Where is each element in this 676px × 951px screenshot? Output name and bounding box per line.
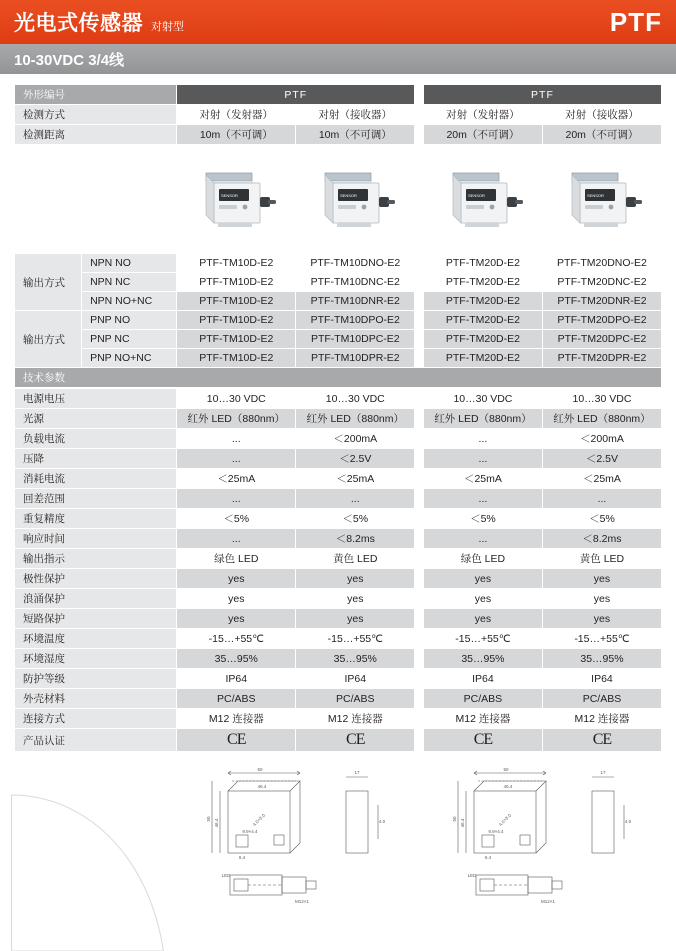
- svg-text:LED: LED: [467, 873, 477, 878]
- table-row: [15, 549, 662, 569]
- svg-text:6.4: 6.4: [238, 855, 245, 860]
- svg-text:46.4: 46.4: [213, 818, 219, 828]
- table-row: [15, 409, 662, 429]
- tech-cell: M12 连接器: [423, 709, 542, 729]
- spec-table: [14, 84, 662, 388]
- column-gap: [415, 292, 424, 311]
- cell-detect-distance-2: 10m（不可调）: [296, 125, 415, 145]
- row-label-output-npn: 输出方式: [15, 254, 82, 311]
- tech-cell: PC/ABS: [542, 689, 661, 709]
- table-row: [15, 254, 662, 273]
- tech-cell: yes: [177, 569, 296, 589]
- tech-cell: ...: [423, 449, 542, 469]
- svg-text:SENSOR: SENSOR: [221, 193, 239, 198]
- table-row: [15, 669, 662, 689]
- tech-row-label: 短路保护: [15, 609, 177, 629]
- ce-mark-icon: CE: [473, 731, 493, 748]
- tech-cell: 35…95%: [296, 649, 415, 669]
- tech-cell: ...: [177, 429, 296, 449]
- cell-detect-distance-3: 20m（不可调）: [423, 125, 542, 145]
- svg-text:46.4: 46.4: [257, 784, 266, 789]
- tech-cell: yes: [542, 589, 661, 609]
- tech-row-label: 连接方式: [15, 709, 177, 729]
- cell-pnp-nonc-2: PTF-TM10DPR-E2: [296, 349, 415, 368]
- column-gap: [415, 589, 424, 609]
- output-type-npn-nc: NPN NC: [82, 273, 177, 292]
- tech-cell: 黄色 LED: [296, 549, 415, 569]
- dimension-drawing-1: [176, 753, 414, 916]
- cell-npn-nc-1: PTF-TM10D-E2: [177, 273, 296, 292]
- tech-cell: ＜200mA: [296, 429, 415, 449]
- tech-cell: 10…30 VDC: [296, 389, 415, 409]
- sensor-illustration: [554, 151, 650, 247]
- tech-cell: [423, 729, 542, 752]
- page-header: [0, 0, 676, 44]
- tech-cell: 35…95%: [177, 649, 296, 669]
- row-label-detect-mode: 检测方式: [15, 105, 177, 125]
- tech-cell: 10…30 VDC: [542, 389, 661, 409]
- table-row: [15, 709, 662, 729]
- cell-pnp-nc-1: PTF-TM10D-E2: [177, 330, 296, 349]
- dimension-drawing-svg: [432, 755, 652, 911]
- table-row: [15, 449, 662, 469]
- tech-row-label: 外壳材料: [15, 689, 177, 709]
- output-type-pnp-no: PNP NO: [82, 311, 177, 330]
- tech-cell: ＜5%: [177, 509, 296, 529]
- tech-cell: ...: [423, 529, 542, 549]
- table-row: [15, 469, 662, 489]
- tech-row-label: 响应时间: [15, 529, 177, 549]
- tech-cell: 10…30 VDC: [423, 389, 542, 409]
- tech-cell: ＜25mA: [542, 469, 661, 489]
- column-gap: [415, 469, 424, 489]
- tech-cell: M12 连接器: [542, 709, 661, 729]
- sensor-illustration: [188, 151, 284, 247]
- column-gap: [415, 409, 424, 429]
- tech-row-label: 产品认证: [15, 729, 177, 752]
- tech-cell: IP64: [296, 669, 415, 689]
- cell-npn-no-1: PTF-TM10D-E2: [177, 254, 296, 273]
- svg-text:SENSOR: SENSOR: [340, 193, 358, 198]
- svg-text:M12×1: M12×1: [294, 899, 309, 904]
- svg-text:50: 50: [452, 816, 458, 822]
- column-gap: [415, 429, 424, 449]
- tech-cell: yes: [296, 569, 415, 589]
- tech-cell: 35…95%: [423, 649, 542, 669]
- product-image-row: [15, 145, 662, 254]
- tech-cell: IP64: [542, 669, 661, 689]
- ce-mark-icon: CE: [346, 731, 365, 748]
- cell-detect-distance-4: 20m（不可调）: [542, 125, 661, 145]
- table-row: [14, 753, 662, 916]
- tech-cell: -15…+55℃: [542, 629, 661, 649]
- tech-cell: ＜5%: [296, 509, 415, 529]
- tech-cell: 10…30 VDC: [177, 389, 296, 409]
- column-gap: [415, 729, 424, 752]
- cell-detect-mode-3: 对射（发射器）: [423, 105, 542, 125]
- cell-pnp-nc-4: PTF-TM20DPC-E2: [542, 330, 661, 349]
- table-row: [15, 609, 662, 629]
- table-row: [15, 389, 662, 409]
- tech-cell: ＜25mA: [177, 469, 296, 489]
- tech-cell: 红外 LED（880nm）: [423, 409, 542, 429]
- column-gap: [415, 389, 424, 409]
- svg-text:50: 50: [256, 767, 263, 772]
- tech-cell: yes: [296, 609, 415, 629]
- cell-pnp-nonc-3: PTF-TM20D-E2: [423, 349, 542, 368]
- cell-pnp-nonc-1: PTF-TM10D-E2: [177, 349, 296, 368]
- tech-cell: 红外 LED（880nm）: [296, 409, 415, 429]
- sensor-illustration: [307, 151, 403, 247]
- cell-npn-nonc-2: PTF-TM10DNR-E2: [296, 292, 415, 311]
- column-gap: [415, 311, 424, 330]
- column-gap: [415, 669, 424, 689]
- spec-content: [0, 74, 676, 916]
- tech-cell: [177, 729, 296, 752]
- row-label-output-pnp: 输出方式: [15, 311, 82, 368]
- tech-cell: yes: [423, 589, 542, 609]
- cell-pnp-no-2: PTF-TM10DPO-E2: [296, 311, 415, 330]
- tech-cell: ...: [177, 529, 296, 549]
- table-row: [15, 569, 662, 589]
- table-row: [15, 649, 662, 669]
- tech-row-label: 消耗电流: [15, 469, 177, 489]
- column-gap: [415, 753, 424, 916]
- svg-text:6.4: 6.4: [485, 855, 492, 860]
- column-gap: [415, 549, 424, 569]
- column-gap: [415, 529, 424, 549]
- table-row: [15, 489, 662, 509]
- column-gap: [415, 629, 424, 649]
- cell-pnp-no-4: PTF-TM20DPO-E2: [542, 311, 661, 330]
- tech-row-label: 负载电流: [15, 429, 177, 449]
- tech-cell: M12 连接器: [296, 709, 415, 729]
- tech-cell: IP64: [177, 669, 296, 689]
- tech-cell: 绿色 LED: [177, 549, 296, 569]
- tech-cell: ＜5%: [542, 509, 661, 529]
- cell-npn-nc-2: PTF-TM10DNC-E2: [296, 273, 415, 292]
- cell-pnp-nonc-4: PTF-TM20DPR-E2: [542, 349, 661, 368]
- tech-cell: ＜8.2ms: [542, 529, 661, 549]
- cell-pnp-no-1: PTF-TM10D-E2: [177, 311, 296, 330]
- page-subtitle: 对射型: [151, 21, 184, 33]
- ce-mark-icon: CE: [227, 731, 246, 748]
- svg-text:4.0: 4.0: [378, 819, 385, 824]
- dimension-drawing-svg: [186, 755, 406, 911]
- tech-row-label: 回差范围: [15, 489, 177, 509]
- voltage-label: 10-30VDC 3/4线: [14, 51, 125, 69]
- page-title: 光电式传感器: [14, 12, 143, 35]
- product-photo-emitter-2: [423, 145, 542, 254]
- table-row: [15, 125, 662, 145]
- row-label-shape-no: 外形编号: [15, 85, 177, 105]
- table-row: [15, 368, 662, 388]
- column-gap: [415, 273, 424, 292]
- table-row: [15, 311, 662, 330]
- cell-npn-nonc-1: PTF-TM10D-E2: [177, 292, 296, 311]
- cell-npn-nonc-4: PTF-TM20DNR-E2: [542, 292, 661, 311]
- svg-text:17: 17: [600, 770, 606, 775]
- image-row-spacer: [15, 145, 177, 254]
- tech-cell: 红外 LED（880nm）: [542, 409, 661, 429]
- dimension-table: [14, 752, 662, 916]
- cell-detect-mode-2: 对射（接收器）: [296, 105, 415, 125]
- tech-cell: -15…+55℃: [177, 629, 296, 649]
- table-row: [15, 105, 662, 125]
- column-gap: [415, 709, 424, 729]
- model-code: PTF: [609, 6, 662, 37]
- tech-row-label: 防护等级: [15, 669, 177, 689]
- tech-cell: -15…+55℃: [296, 629, 415, 649]
- tech-cell: ＜25mA: [296, 469, 415, 489]
- tech-cell: ＜8.2ms: [296, 529, 415, 549]
- row-label-detect-distance: 检测距离: [15, 125, 177, 145]
- tech-row-label: 电源电压: [15, 389, 177, 409]
- cell-detect-distance-1: 10m（不可调）: [177, 125, 296, 145]
- cell-npn-no-4: PTF-TM20DNO-E2: [542, 254, 661, 273]
- table-row: [15, 85, 662, 105]
- svg-text:LED: LED: [221, 873, 230, 878]
- tech-row-label: 压降: [15, 449, 177, 469]
- tech-cell: 35…95%: [542, 649, 661, 669]
- tech-row-label: 环境湿度: [15, 649, 177, 669]
- table-row: [15, 689, 662, 709]
- tech-cell: ...: [296, 489, 415, 509]
- tech-cell: 黄色 LED: [542, 549, 661, 569]
- column-gap: [415, 569, 424, 589]
- product-photo-receiver-2: [542, 145, 661, 254]
- cell-npn-no-2: PTF-TM10DNO-E2: [296, 254, 415, 273]
- tech-cell: ＜25mA: [423, 469, 542, 489]
- column-gap: [415, 105, 424, 125]
- cell-npn-nonc-3: PTF-TM20D-E2: [423, 292, 542, 311]
- dimension-drawing-2: [423, 753, 661, 916]
- tech-cell: ...: [423, 429, 542, 449]
- tech-cell: ...: [177, 449, 296, 469]
- svg-text:SENSOR: SENSOR: [586, 193, 604, 198]
- column-gap: [415, 609, 424, 629]
- table-row: [15, 292, 662, 311]
- tech-row-label: 输出指示: [15, 549, 177, 569]
- product-photo-receiver-1: [296, 145, 415, 254]
- sensor-illustration: [435, 151, 531, 247]
- tech-cell: ＜2.5V: [542, 449, 661, 469]
- svg-text:SENSOR: SENSOR: [467, 193, 485, 198]
- svg-text:50: 50: [503, 767, 509, 772]
- tech-cell: M12 连接器: [177, 709, 296, 729]
- decorative-swoosh: [0, 791, 175, 951]
- column-gap: [415, 689, 424, 709]
- tech-cell: ...: [177, 489, 296, 509]
- output-type-npn-no: NPN NO: [82, 254, 177, 273]
- tech-cell: 红外 LED（880nm）: [177, 409, 296, 429]
- table-row: [15, 429, 662, 449]
- table-row: [15, 729, 662, 752]
- output-type-npn-nonc: NPN NO+NC: [82, 292, 177, 311]
- tech-params-table: [14, 388, 662, 752]
- tech-cell: yes: [177, 589, 296, 609]
- column-gap: [415, 349, 424, 368]
- svg-text:4.0×3.0: 4.0×3.0: [498, 812, 513, 828]
- svg-text:4.0: 4.0: [625, 819, 632, 824]
- tech-row-label: 浪涌保护: [15, 589, 177, 609]
- table-row: [15, 273, 662, 292]
- tech-cell: ＜200mA: [542, 429, 661, 449]
- cell-npn-nc-4: PTF-TM20DNC-E2: [542, 273, 661, 292]
- table-row: [15, 330, 662, 349]
- svg-text:46.4: 46.4: [460, 818, 466, 828]
- table-row: [15, 349, 662, 368]
- ce-mark-icon: CE: [592, 731, 612, 748]
- tech-cell: yes: [542, 569, 661, 589]
- cell-pnp-nc-3: PTF-TM20D-E2: [423, 330, 542, 349]
- output-type-pnp-nc: PNP NC: [82, 330, 177, 349]
- column-gap: [415, 649, 424, 669]
- section-header-tech-params: 技术参数: [15, 368, 662, 388]
- table-row: [15, 509, 662, 529]
- dimension-blank-cell: [14, 753, 176, 916]
- tech-cell: yes: [296, 589, 415, 609]
- tech-cell: [296, 729, 415, 752]
- cell-pnp-no-3: PTF-TM20D-E2: [423, 311, 542, 330]
- tech-cell: PC/ABS: [423, 689, 542, 709]
- svg-text:9.9×4.4: 9.9×4.4: [241, 829, 258, 834]
- tech-cell: yes: [542, 609, 661, 629]
- voltage-subheader: [0, 44, 676, 74]
- output-type-pnp-nonc: PNP NO+NC: [82, 349, 177, 368]
- tech-cell: yes: [423, 569, 542, 589]
- table-row: [15, 529, 662, 549]
- product-photo-emitter-1: [177, 145, 296, 254]
- tech-cell: PC/ABS: [177, 689, 296, 709]
- svg-text:M12×1: M12×1: [541, 899, 556, 904]
- tech-cell: [542, 729, 661, 752]
- column-gap: [415, 254, 424, 273]
- tech-cell: ＜5%: [423, 509, 542, 529]
- table-row: [15, 589, 662, 609]
- tech-row-label: 光源: [15, 409, 177, 429]
- column-gap: [415, 449, 424, 469]
- cell-detect-mode-1: 对射（发射器）: [177, 105, 296, 125]
- svg-text:50: 50: [205, 816, 211, 822]
- tech-cell: IP64: [423, 669, 542, 689]
- tech-cell: PC/ABS: [296, 689, 415, 709]
- tech-cell: yes: [423, 609, 542, 629]
- column-gap: [415, 330, 424, 349]
- column-gap: [415, 85, 424, 105]
- tech-cell: ＜2.5V: [296, 449, 415, 469]
- cell-detect-mode-4: 对射（接收器）: [542, 105, 661, 125]
- tech-cell: -15…+55℃: [423, 629, 542, 649]
- tech-row-label: 重复精度: [15, 509, 177, 529]
- column-gap: [415, 125, 424, 145]
- group-header-2: PTF: [423, 85, 661, 105]
- group-header-1: PTF: [177, 85, 415, 105]
- svg-text:9.9×4.4: 9.9×4.4: [488, 829, 504, 834]
- tech-cell: ...: [542, 489, 661, 509]
- tech-cell: 绿色 LED: [423, 549, 542, 569]
- svg-text:4.0×3.0: 4.0×3.0: [251, 812, 266, 828]
- svg-text:46.4: 46.4: [503, 784, 513, 789]
- tech-row-label: 环境温度: [15, 629, 177, 649]
- cell-npn-nc-3: PTF-TM20D-E2: [423, 273, 542, 292]
- svg-text:17: 17: [353, 770, 360, 775]
- tech-row-label: 极性保护: [15, 569, 177, 589]
- column-gap: [415, 489, 424, 509]
- tech-cell: ...: [423, 489, 542, 509]
- cell-npn-no-3: PTF-TM20D-E2: [423, 254, 542, 273]
- table-row: [15, 629, 662, 649]
- cell-pnp-nc-2: PTF-TM10DPC-E2: [296, 330, 415, 349]
- tech-cell: yes: [177, 609, 296, 629]
- column-gap: [415, 509, 424, 529]
- column-gap: [415, 145, 424, 254]
